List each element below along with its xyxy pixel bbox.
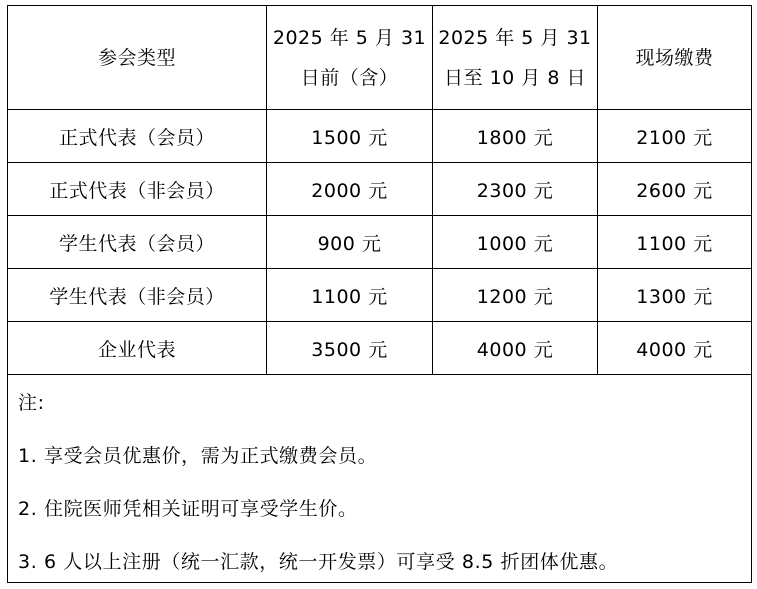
table-row bbox=[8, 110, 752, 163]
header-early-line2: 日前（含） bbox=[300, 66, 399, 89]
notes-block bbox=[8, 375, 751, 582]
table-row bbox=[8, 269, 752, 322]
cell-onsite: 2100 元 bbox=[598, 110, 752, 163]
header-onsite: 现场缴费 bbox=[598, 6, 752, 110]
notes-row bbox=[8, 375, 752, 583]
cell-onsite: 1300 元 bbox=[598, 269, 752, 322]
header-attendee-type: 参会类型 bbox=[8, 6, 267, 110]
cell-early: 1100 元 bbox=[267, 269, 433, 322]
cell-mid: 1800 元 bbox=[433, 110, 598, 163]
cell-mid: 1000 元 bbox=[433, 216, 598, 269]
cell-early: 2000 元 bbox=[267, 163, 433, 216]
cell-onsite: 2600 元 bbox=[598, 163, 752, 216]
cell-mid: 4000 元 bbox=[433, 322, 598, 375]
cell-onsite: 4000 元 bbox=[598, 322, 752, 375]
registration-fee-table bbox=[7, 5, 752, 583]
fee-document bbox=[7, 5, 751, 583]
header-mid-line2: 日至 10 月 8 日 bbox=[444, 66, 586, 89]
header-early-deadline bbox=[267, 6, 433, 110]
cell-mid: 2300 元 bbox=[433, 163, 598, 216]
header-early-line1: 2025 年 5 月 31 bbox=[272, 26, 427, 49]
note-item: 1. 享受会员优惠价，需为正式缴费会员。 bbox=[18, 445, 378, 467]
cell-early: 3500 元 bbox=[267, 322, 433, 375]
note-item: 2. 住院医师凭相关证明可享受学生价。 bbox=[18, 498, 358, 520]
notes-cell bbox=[8, 375, 752, 583]
cell-type: 正式代表（非会员） bbox=[8, 163, 267, 216]
note-item: 3. 6 人以上注册（统一汇款，统一开发票）可享受 8.5 折团体优惠。 bbox=[18, 551, 619, 573]
cell-type: 企业代表 bbox=[8, 322, 267, 375]
table-row bbox=[8, 163, 752, 216]
cell-mid: 1200 元 bbox=[433, 269, 598, 322]
cell-early: 1500 元 bbox=[267, 110, 433, 163]
table-header-row bbox=[8, 6, 752, 110]
table-row bbox=[8, 216, 752, 269]
notes-title: 注: bbox=[18, 392, 45, 414]
cell-type: 正式代表（会员） bbox=[8, 110, 267, 163]
cell-onsite: 1100 元 bbox=[598, 216, 752, 269]
header-mid-period bbox=[433, 6, 598, 110]
cell-type: 学生代表（会员） bbox=[8, 216, 267, 269]
table-row bbox=[8, 322, 752, 375]
header-mid-line1: 2025 年 5 月 31 bbox=[438, 26, 592, 49]
cell-early: 900 元 bbox=[267, 216, 433, 269]
cell-type: 学生代表（非会员） bbox=[8, 269, 267, 322]
